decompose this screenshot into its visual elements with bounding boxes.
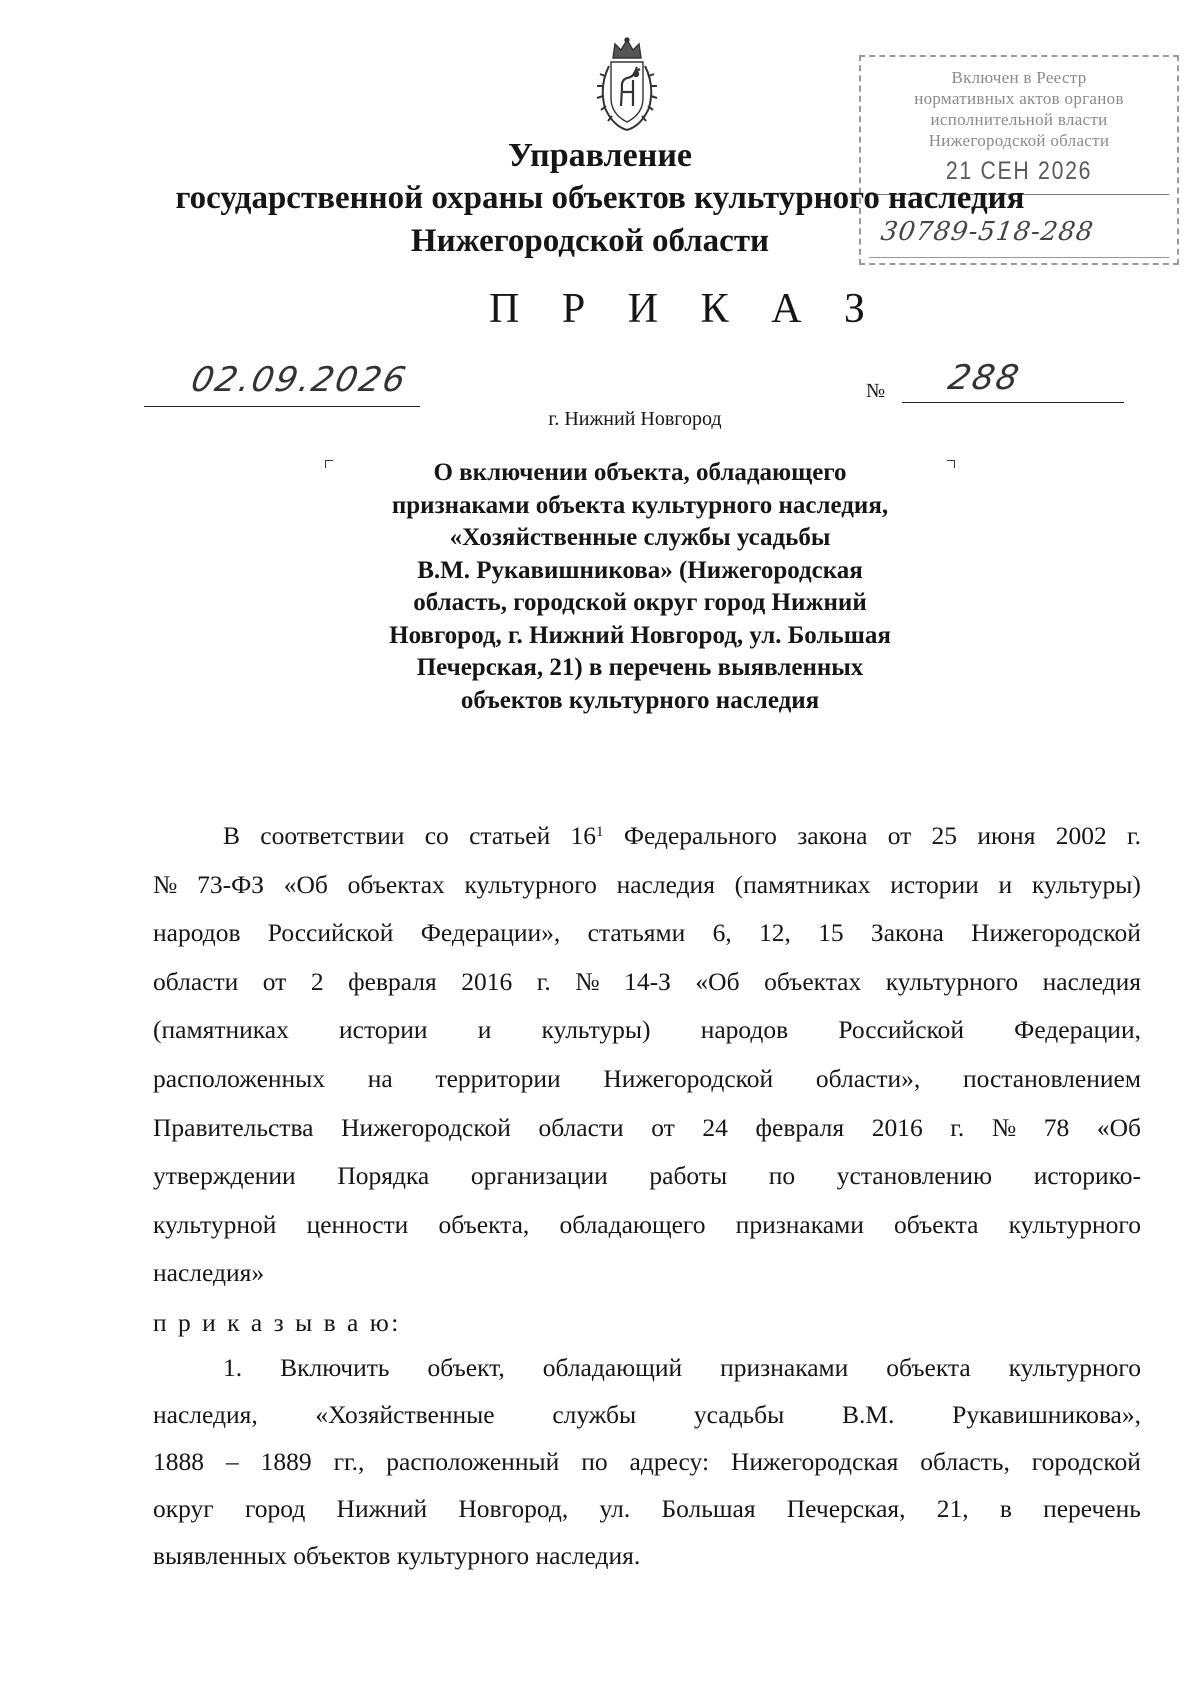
word: –: [225, 1447, 239, 1476]
word: городской: [1031, 1447, 1141, 1476]
word: объекта: [886, 1353, 971, 1382]
word: постановлением: [962, 1063, 1141, 1093]
word: Нижегородской: [971, 918, 1141, 948]
word: народов: [700, 1015, 789, 1045]
preamble-line: [153, 958, 1141, 1007]
word: ул.: [599, 1494, 631, 1523]
word: округ: [153, 1494, 214, 1523]
order-item-1: [153, 1344, 1141, 1579]
preamble-line: [153, 1055, 1141, 1104]
word: февраля: [755, 1112, 845, 1142]
subject-line: О включении объекта, обладающего: [433, 459, 847, 486]
word: Порядка: [337, 1161, 430, 1191]
word: 73-ФЗ: [197, 869, 264, 899]
word: признаками: [720, 1353, 849, 1382]
preamble-line-text: [153, 861, 1141, 910]
number-sign: №: [866, 380, 886, 402]
city-line: г. Нижний Новгород: [548, 408, 722, 430]
word: установлению: [836, 1161, 993, 1191]
date-field: [144, 356, 420, 407]
preamble-line-text: [153, 1152, 1141, 1201]
header-line-3: Нижегородской области: [410, 223, 770, 259]
word: объекта,: [438, 1209, 530, 1239]
word: утверждении: [153, 1161, 296, 1191]
word: перечень: [1043, 1494, 1141, 1523]
handwritten-number: 288: [944, 358, 1025, 398]
word: город: [244, 1494, 306, 1523]
word: адресу:: [629, 1447, 710, 1476]
stamp-line: Включен в Реестр: [951, 68, 1087, 87]
stamp-registration-number: 30789-518-288: [878, 217, 1096, 247]
word: г.: [950, 1112, 965, 1142]
word: историко-: [1033, 1161, 1141, 1191]
preamble-line: [153, 1152, 1141, 1201]
preamble-line-text: [153, 1006, 1141, 1055]
word: и: [477, 1015, 492, 1045]
word: «Хозяйственные: [315, 1400, 495, 1429]
item-line-text: выявленных объектов культурного наследия.: [153, 1541, 641, 1570]
handwritten-date: 02.09.2026: [187, 360, 411, 400]
order-subject: [330, 457, 950, 717]
article-superscript: 1: [596, 824, 604, 840]
word: В.М.: [842, 1400, 895, 1429]
word: на: [367, 1063, 393, 1093]
word: усадьбы: [693, 1400, 785, 1429]
item-line: [153, 1485, 1141, 1532]
word: февраля: [348, 966, 437, 996]
word: наследия,: [153, 1400, 258, 1429]
preamble-line-text: [153, 1055, 1141, 1104]
item-line-text: [223, 1344, 1141, 1391]
word: г.: [536, 966, 551, 996]
word: области»,: [815, 1063, 921, 1093]
preamble-text: Федерального закона от 25 июня 2002 г.: [603, 821, 1141, 850]
word: 6,: [712, 918, 732, 948]
word: культуры): [541, 1015, 651, 1045]
word: №: [991, 1112, 1017, 1142]
subject-line: Новгород, г. Нижний Новгород, ул. Большая: [389, 621, 891, 649]
subject-line: В.М. Рукавишникова» (Нижегородская: [417, 556, 863, 584]
word: Нижегородская: [730, 1447, 899, 1476]
subject-line: Печерская, 21) в перечень выявленных: [416, 654, 864, 681]
word: Печерская,: [786, 1494, 906, 1523]
word: 14-З: [624, 966, 671, 996]
word: объектах: [764, 966, 862, 996]
word: расположенных: [153, 1063, 326, 1093]
word: 78: [1043, 1112, 1070, 1142]
word: Нижний: [336, 1494, 428, 1523]
word: «Об: [695, 966, 740, 996]
word: (памятниках: [734, 869, 871, 899]
item-line: [153, 1532, 1141, 1579]
preamble-line: [153, 1006, 1141, 1055]
word: истории: [890, 869, 979, 899]
word: объектах: [347, 869, 445, 899]
item-line-text: [153, 1438, 1141, 1485]
word: №: [575, 966, 600, 996]
word: ценности: [306, 1209, 409, 1239]
word: 15: [818, 918, 844, 948]
word: народов: [153, 918, 241, 948]
word: 12,: [758, 918, 791, 948]
word: Нижегородской: [341, 1112, 511, 1142]
word: Федерации,: [1014, 1015, 1141, 1045]
preamble-paragraph: [153, 812, 1141, 1298]
word: №: [153, 869, 178, 899]
word: истории: [339, 1015, 428, 1045]
header-line-1: Управление: [507, 137, 692, 174]
word: «Об: [283, 869, 328, 899]
word: и: [998, 869, 1013, 899]
word: Закона: [870, 918, 944, 948]
word: в: [999, 1494, 1012, 1523]
word: область,: [920, 1447, 1010, 1476]
word: службы: [552, 1400, 637, 1429]
item-line-text: [153, 1485, 1141, 1532]
preamble-line: [153, 812, 1141, 861]
stamp-date: 21 СЕН 2026: [945, 157, 1093, 185]
word: культурного: [1008, 1353, 1141, 1382]
word: статьями: [587, 918, 686, 948]
word: области: [153, 966, 239, 996]
subject-line: «Хозяйственные службы усадьбы: [449, 524, 831, 551]
word: Правительства: [153, 1112, 314, 1142]
word: Включить: [280, 1353, 390, 1382]
preamble-line: [153, 909, 1141, 958]
preamble-line: наследия»: [153, 1258, 265, 1288]
preamble-line-text: [153, 1201, 1141, 1250]
preamble-line-text: [153, 958, 1141, 1007]
word: объект,: [427, 1353, 505, 1382]
word: Рукавишникова»,: [952, 1400, 1141, 1429]
word: «Об: [1096, 1112, 1141, 1142]
word: культурной: [153, 1209, 277, 1239]
word: 1.: [223, 1353, 243, 1382]
word: 1889: [260, 1447, 312, 1476]
word: объекта: [894, 1209, 979, 1239]
word: организации: [470, 1161, 608, 1191]
word: 2016: [461, 966, 513, 996]
word: (памятниках: [153, 1015, 289, 1045]
word: Большая: [661, 1494, 756, 1523]
item-line: [153, 1344, 1141, 1391]
word: наследия: [616, 869, 715, 899]
subject-line: объектов культурного наследия: [460, 686, 820, 714]
word: Российской: [267, 918, 394, 948]
word: от: [651, 1112, 675, 1142]
preamble-line: [153, 1201, 1141, 1250]
word: по: [581, 1447, 608, 1476]
subject-line: признаками объекта культурного наследия,: [391, 491, 889, 519]
word: культуры): [1031, 869, 1141, 899]
item-line: [153, 1438, 1141, 1485]
word: обладающий: [542, 1353, 683, 1382]
word: гг.,: [333, 1447, 365, 1476]
word: Нижегородской: [603, 1063, 774, 1093]
stamp-line: нормативных актов органов: [914, 89, 1124, 108]
word: 21,: [936, 1494, 969, 1523]
word: от: [262, 966, 287, 996]
word: признаками: [735, 1209, 864, 1239]
word: культурного: [464, 869, 597, 899]
word: культурного: [1008, 1209, 1141, 1239]
preamble-line-text: [153, 909, 1141, 958]
word: Новгород,: [458, 1494, 569, 1523]
word: наследия: [1042, 966, 1141, 996]
word: области: [538, 1112, 624, 1142]
word: Российской: [838, 1015, 965, 1045]
word: 2016: [871, 1112, 923, 1142]
header-line-2: государственной охраны объектов культурного наследия: [175, 180, 1025, 216]
word: обладающего: [559, 1209, 706, 1239]
preamble-line: [153, 1104, 1141, 1153]
stamp-line: исполнительной власти: [930, 110, 1108, 129]
word: 2: [310, 966, 324, 996]
order-word: п р и к а з ы в а ю:: [153, 1308, 401, 1337]
word: 24: [702, 1112, 728, 1142]
item-line-text: [153, 1391, 1141, 1438]
preamble-line-text: [153, 1104, 1141, 1153]
word: культурного: [885, 966, 1019, 996]
word: работы: [649, 1161, 728, 1191]
word: Федерации»,: [420, 918, 561, 948]
number-field: [902, 356, 1124, 403]
subject-line: область, городской округ город Нижний: [413, 589, 867, 616]
stamp-line: Нижегородской области: [928, 131, 1110, 150]
word: расположенный: [386, 1447, 560, 1476]
preamble-line: [153, 861, 1141, 910]
word: территории: [435, 1063, 561, 1093]
document-type-title: П Р И К А З: [489, 286, 881, 332]
word: по: [768, 1161, 796, 1191]
item-line: [153, 1391, 1141, 1438]
coat-of-arms-emblem: [591, 36, 663, 134]
preamble-text: В соответствии со статьей 16: [223, 821, 597, 850]
word: 1888: [153, 1447, 204, 1476]
